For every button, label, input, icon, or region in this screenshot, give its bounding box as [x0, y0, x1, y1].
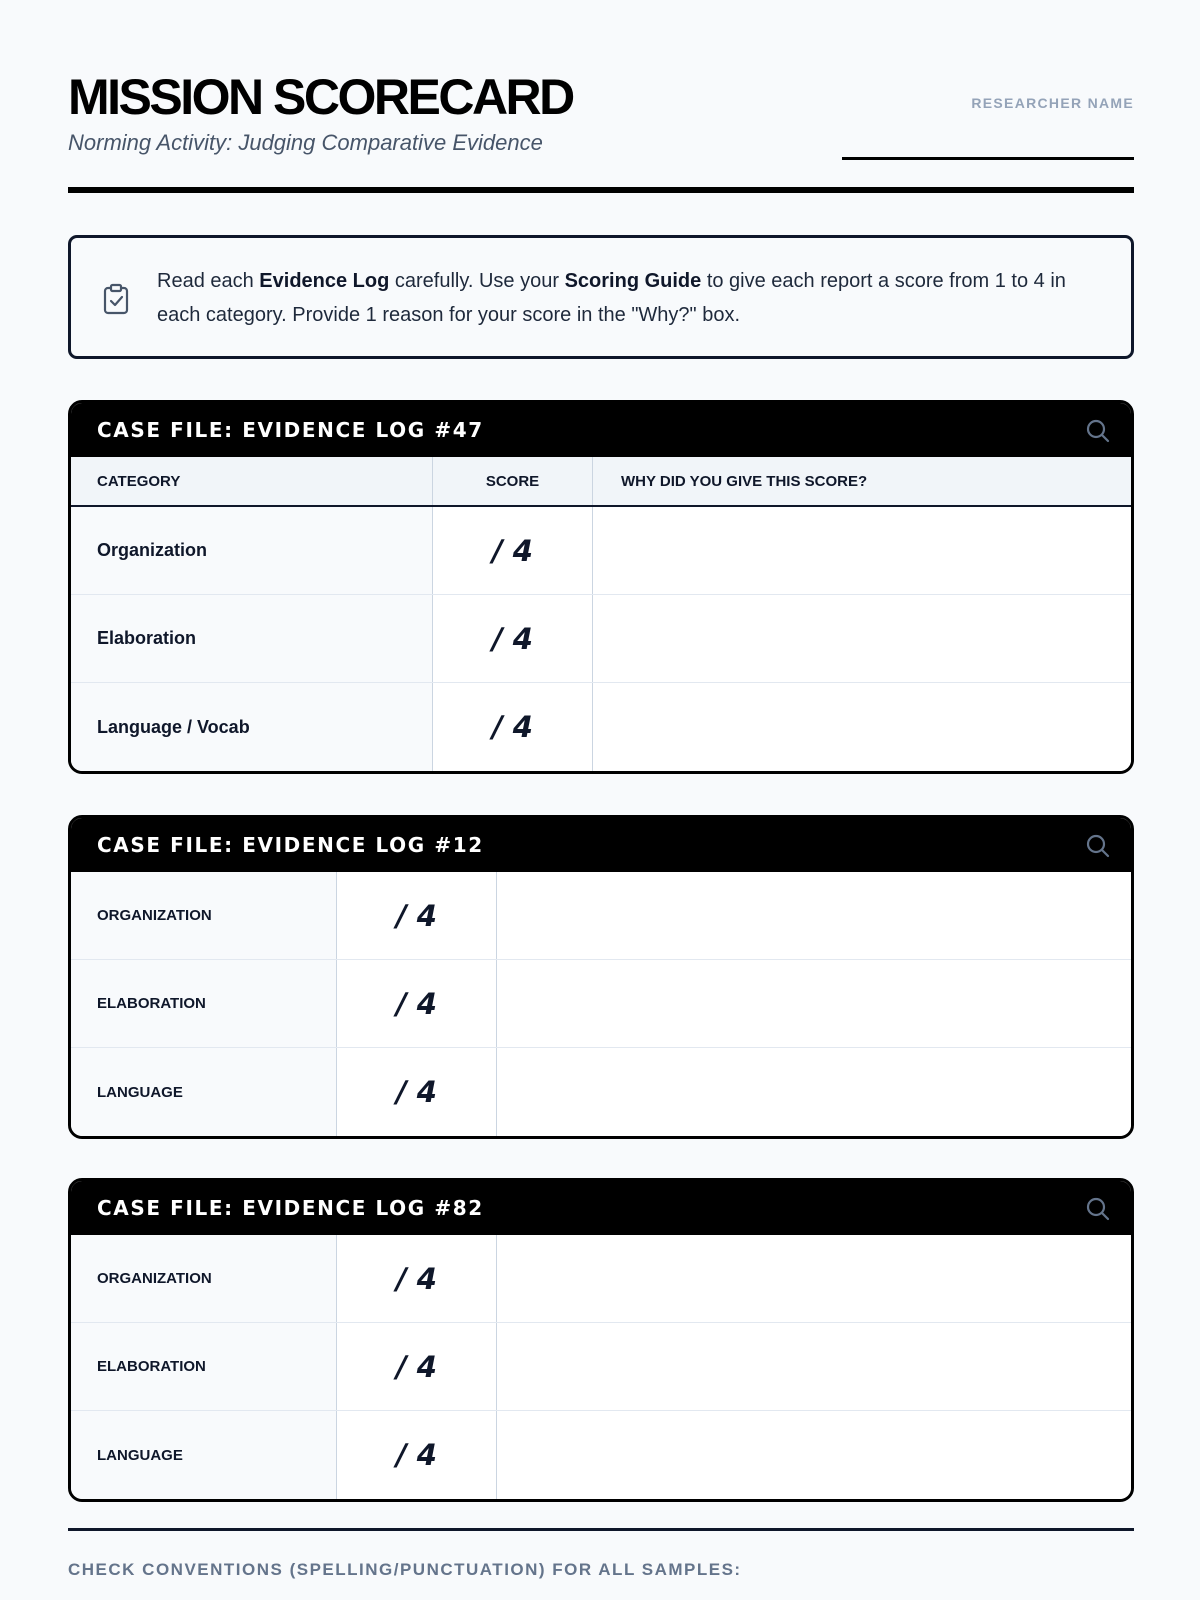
- researcher-name-field[interactable]: [842, 157, 1134, 160]
- why-field[interactable]: [497, 960, 1131, 1047]
- why-field[interactable]: [497, 1048, 1131, 1136]
- header: [68, 0, 1134, 194]
- table-row: [71, 595, 1131, 683]
- category-cell: Organization: [71, 507, 433, 594]
- header-divider: [68, 187, 1134, 193]
- table-row: [71, 960, 1131, 1048]
- footer-divider: [68, 1528, 1134, 1531]
- page-title: MISSION SCORECARD: [68, 69, 573, 125]
- why-field[interactable]: [497, 1235, 1131, 1322]
- case-file-card-12: [68, 815, 1134, 1139]
- clipboard-check-icon: [101, 282, 131, 316]
- score-field[interactable]: / 4: [337, 1048, 497, 1136]
- case-file-header: [71, 818, 1131, 872]
- why-field[interactable]: [497, 1323, 1131, 1410]
- why-field[interactable]: [593, 507, 1131, 594]
- page-subtitle: Norming Activity: Judging Comparative Evidence: [68, 130, 543, 155]
- why-field[interactable]: [497, 1411, 1131, 1499]
- instructions-text: Read each Evidence Log carefully. Use your Scoring Guide to give each report a score from 1 to 4 in each category. Provide 1 reason for your score in the "Why?" box.: [157, 270, 1066, 326]
- why-field[interactable]: [497, 872, 1131, 959]
- score-field[interactable]: / 4: [337, 1235, 497, 1322]
- score-field[interactable]: / 4: [337, 1411, 497, 1499]
- instructions-box: [68, 235, 1134, 359]
- column-header-why: WHY DID YOU GIVE THIS SCORE?: [621, 472, 868, 490]
- score-field[interactable]: / 4: [337, 1323, 497, 1410]
- table-row: [71, 1411, 1131, 1499]
- category-cell: LANGUAGE: [71, 1411, 337, 1499]
- why-field[interactable]: [593, 595, 1131, 682]
- case-file-card-82: [68, 1178, 1134, 1502]
- category-cell: LANGUAGE: [71, 1048, 337, 1136]
- case-file-header: [71, 403, 1131, 457]
- why-field[interactable]: [593, 683, 1131, 771]
- column-header-category: CATEGORY: [71, 457, 433, 505]
- score-field[interactable]: / 4: [433, 507, 593, 594]
- scorecard-page: [68, 0, 1134, 1579]
- table-row: [71, 683, 1131, 771]
- score-field[interactable]: / 4: [433, 595, 593, 682]
- category-cell: ELABORATION: [71, 1323, 337, 1410]
- case-file-card-47: [68, 400, 1134, 774]
- score-field[interactable]: / 4: [433, 683, 593, 771]
- category-cell: ELABORATION: [71, 960, 337, 1047]
- conventions-label: CHECK CONVENTIONS (SPELLING/PUNCTUATION) FOR ALL SAMPLES:: [68, 1560, 742, 1579]
- search-icon[interactable]: [1085, 833, 1111, 859]
- table-row: [71, 872, 1131, 960]
- category-cell: Language / Vocab: [71, 683, 433, 771]
- score-field[interactable]: / 4: [337, 960, 497, 1047]
- case-file-title: CASE FILE: EVIDENCE LOG #47: [97, 418, 484, 442]
- category-cell: ORGANIZATION: [71, 872, 337, 959]
- search-icon[interactable]: [1085, 1196, 1111, 1222]
- case-file-header: [71, 1181, 1131, 1235]
- table-header-row: [71, 457, 1131, 507]
- column-header-score: SCORE: [433, 457, 593, 505]
- search-icon[interactable]: [1085, 418, 1111, 444]
- table-row: [71, 1323, 1131, 1411]
- researcher-name-label: RESEARCHER NAME: [971, 95, 1134, 111]
- table-row: [71, 1048, 1131, 1136]
- table-row: [71, 1235, 1131, 1323]
- case-file-title: CASE FILE: EVIDENCE LOG #82: [97, 1196, 484, 1220]
- score-field[interactable]: / 4: [337, 872, 497, 959]
- table-row: [71, 507, 1131, 595]
- category-cell: ORGANIZATION: [71, 1235, 337, 1322]
- case-file-title: CASE FILE: EVIDENCE LOG #12: [97, 833, 484, 857]
- category-cell: Elaboration: [71, 595, 433, 682]
